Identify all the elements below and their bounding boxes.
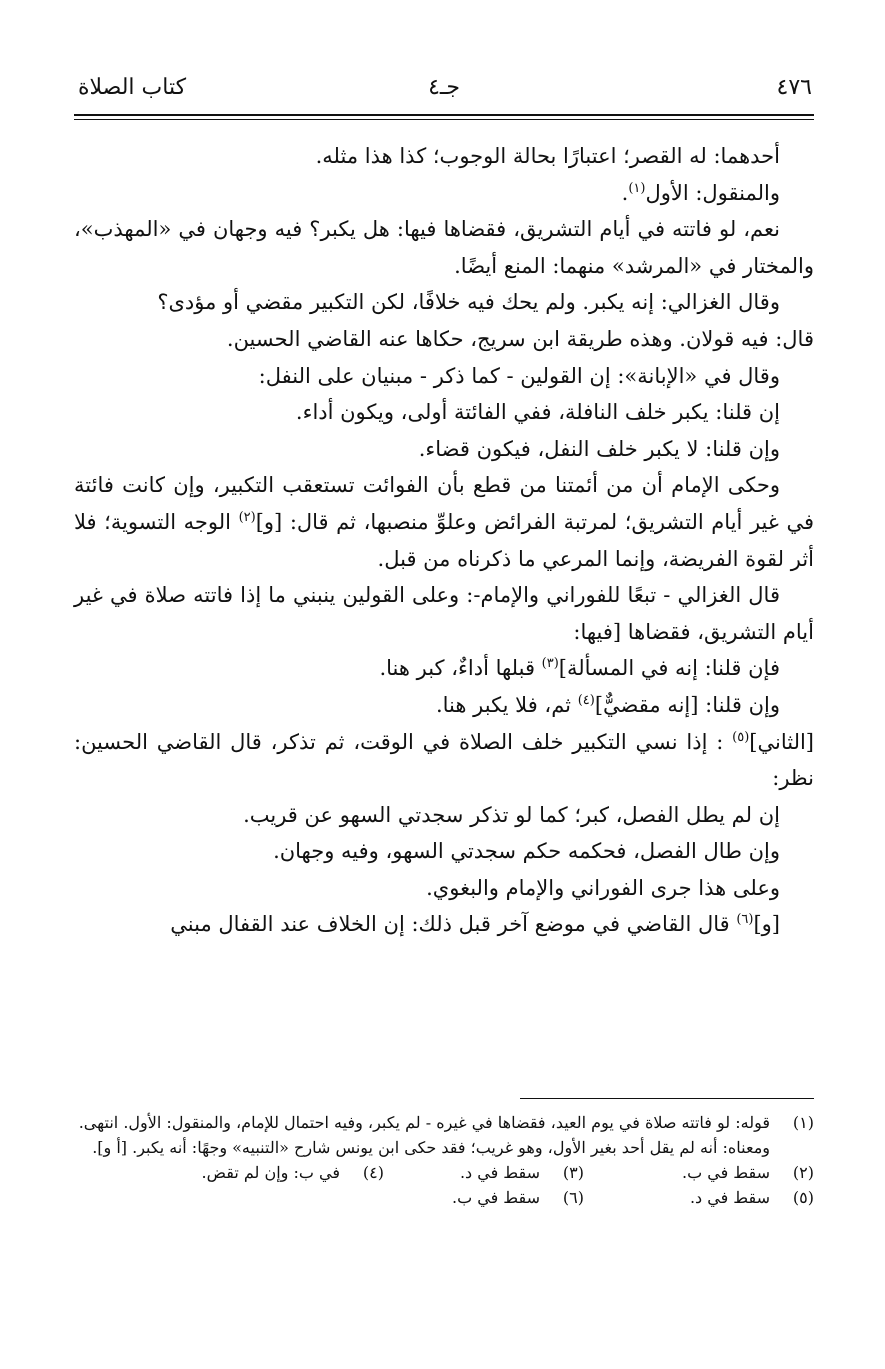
paragraph: وعلى هذا جرى الفوراني والإمام والبغوي. <box>426 875 780 900</box>
page-number: ٤٧٦ <box>776 75 812 100</box>
footnote <box>584 1160 814 1185</box>
footnote-text: سقط في ب. <box>452 1188 540 1207</box>
footnote <box>384 1185 584 1210</box>
paragraph: نعم، لو فاتته في أيام التشريق، فقضاها فيها: هل يكبر؟ فيه وجهان في «المهذب»، والمختار في «المرشد» منهما: المنع أيضًا. <box>74 217 814 278</box>
footnote-number: (٦) <box>562 1188 584 1207</box>
volume-label: جـ٤ <box>428 75 460 100</box>
footnote <box>384 1160 584 1185</box>
paragraph: وقال في «الإبانة»: إن القولين - كما ذكر - مبنيان على النفل: <box>258 363 780 388</box>
footnote-text: سقط في د. <box>459 1163 540 1182</box>
footnote-ref: (٦) <box>736 912 754 928</box>
footnote-row <box>74 1160 814 1185</box>
paragraph: [و]$^{(٦)}$ قال القاضي في موضع آخر قبل ذلك: إن الخلاف عند القفال مبني <box>170 912 780 937</box>
footnote-ref: (٣) <box>541 656 559 672</box>
footnote-number: (٣) <box>562 1163 584 1182</box>
paragraph: قال الغزالي - تبعًا للفوراني والإمام-: وعلى القولين ينبني ما إذا فاتته صلاة في غير أيام التشريق، فقضاها [فيها: <box>74 583 814 644</box>
paragraph: والمنقول: الأول$^{(١)}$. <box>621 180 780 205</box>
paragraph: وقال الغزالي: إنه يكبر. ولم يحك فيه خلافًا، لكن التكبير مقضي أو مؤدى؟ <box>157 290 780 315</box>
footnote-ref: (١) <box>628 180 646 196</box>
footnote-row <box>74 1185 814 1210</box>
paragraph: [الثاني]$^{(٥)}$ : إذا نسي التكبير خلف الصلاة في الوقت، ثم تذكر، قال القاضي الحسين: نظر: <box>74 729 814 791</box>
paragraph: إن قلنا: يكبر خلف النافلة، ففي الفائتة أولى، ويكون أداء. <box>295 400 780 425</box>
footnote-text: قوله: لو فاتته صلاة في يوم العيد، فقضاها في غيره - لم يكبر، وفيه احتمال للإمام، والمنقول: الأول. انتهى. <box>78 1113 770 1132</box>
footnote-separator <box>520 1098 814 1099</box>
paragraph: أحدهما: له القصر؛ اعتبارًا بحالة الوجوب؛ كذا هذا مثله. <box>315 144 780 168</box>
paragraph: وحكى الإمام أن من أئمتنا من قطع بأن الفوائت تستعقب التكبير، وإن كانت فائتة في غير أيام التشريق؛ لمرتبة الفرائض وعلوِّ منصبها، ثم قال: [و]$^{(٢)}$ الوجه التسوية؛ فلا أثر لقوة الفريضة، وإنما المرعي ما ذكرناه من قبل. <box>74 473 814 571</box>
footnote-ref: (٢) <box>238 509 256 525</box>
footnote-text: في ب: وإن لم تقض. <box>201 1163 340 1182</box>
footnote-number: (٥) <box>792 1188 814 1207</box>
paragraph: وإن طال الفصل، فحكمه حكم سجدتي السهو، وفيه وجهان. <box>273 839 780 864</box>
main-text <box>74 138 814 943</box>
book-title: كتاب الصلاة <box>78 75 187 100</box>
footnote-number: (١) <box>792 1113 814 1132</box>
header-rule-thin <box>74 119 814 120</box>
footnote <box>74 1160 384 1185</box>
footnote-continuation: ومعناه: أنه لم يقل أحد بغير الأول، وهو غريب؛ فقد حكى ابن يونس شارح «التنبيه» وجهًا: أنه يكبر. [أ و]. <box>92 1138 770 1157</box>
paragraph: وإن قلنا: لا يكبر خلف النفل، فيكون قضاء. <box>418 436 780 461</box>
footnote-number: (٢) <box>792 1163 814 1182</box>
footnote-text: سقط في د. <box>689 1188 770 1207</box>
header-rule-thick <box>74 114 814 116</box>
footnote-number: (٤) <box>362 1163 384 1182</box>
footnote <box>74 1110 814 1135</box>
footnote-ref: (٤) <box>577 692 595 708</box>
paragraph: وإن قلنا: [إنه مقضيٌّ]$^{(٤)}$ ثم، فلا يكبر هنا. <box>435 692 780 717</box>
footnote <box>584 1185 814 1210</box>
footnote-ref: (٥) <box>732 729 750 745</box>
paragraph: إن لم يطل الفصل، كبر؛ كما لو تذكر سجدتي السهو عن قريب. <box>243 802 780 827</box>
paragraph: فإن قلنا: إنه في المسألة]$^{(٣)}$ قبلها أداءٌ، كبر هنا. <box>379 656 780 681</box>
paragraph: قال: فيه قولان. وهذه طريقة ابن سريج، حكاها عنه القاضي الحسين. <box>226 326 814 351</box>
footnotes <box>74 1110 814 1210</box>
page-header <box>74 68 814 108</box>
footnote-text: سقط في ب. <box>682 1163 770 1182</box>
